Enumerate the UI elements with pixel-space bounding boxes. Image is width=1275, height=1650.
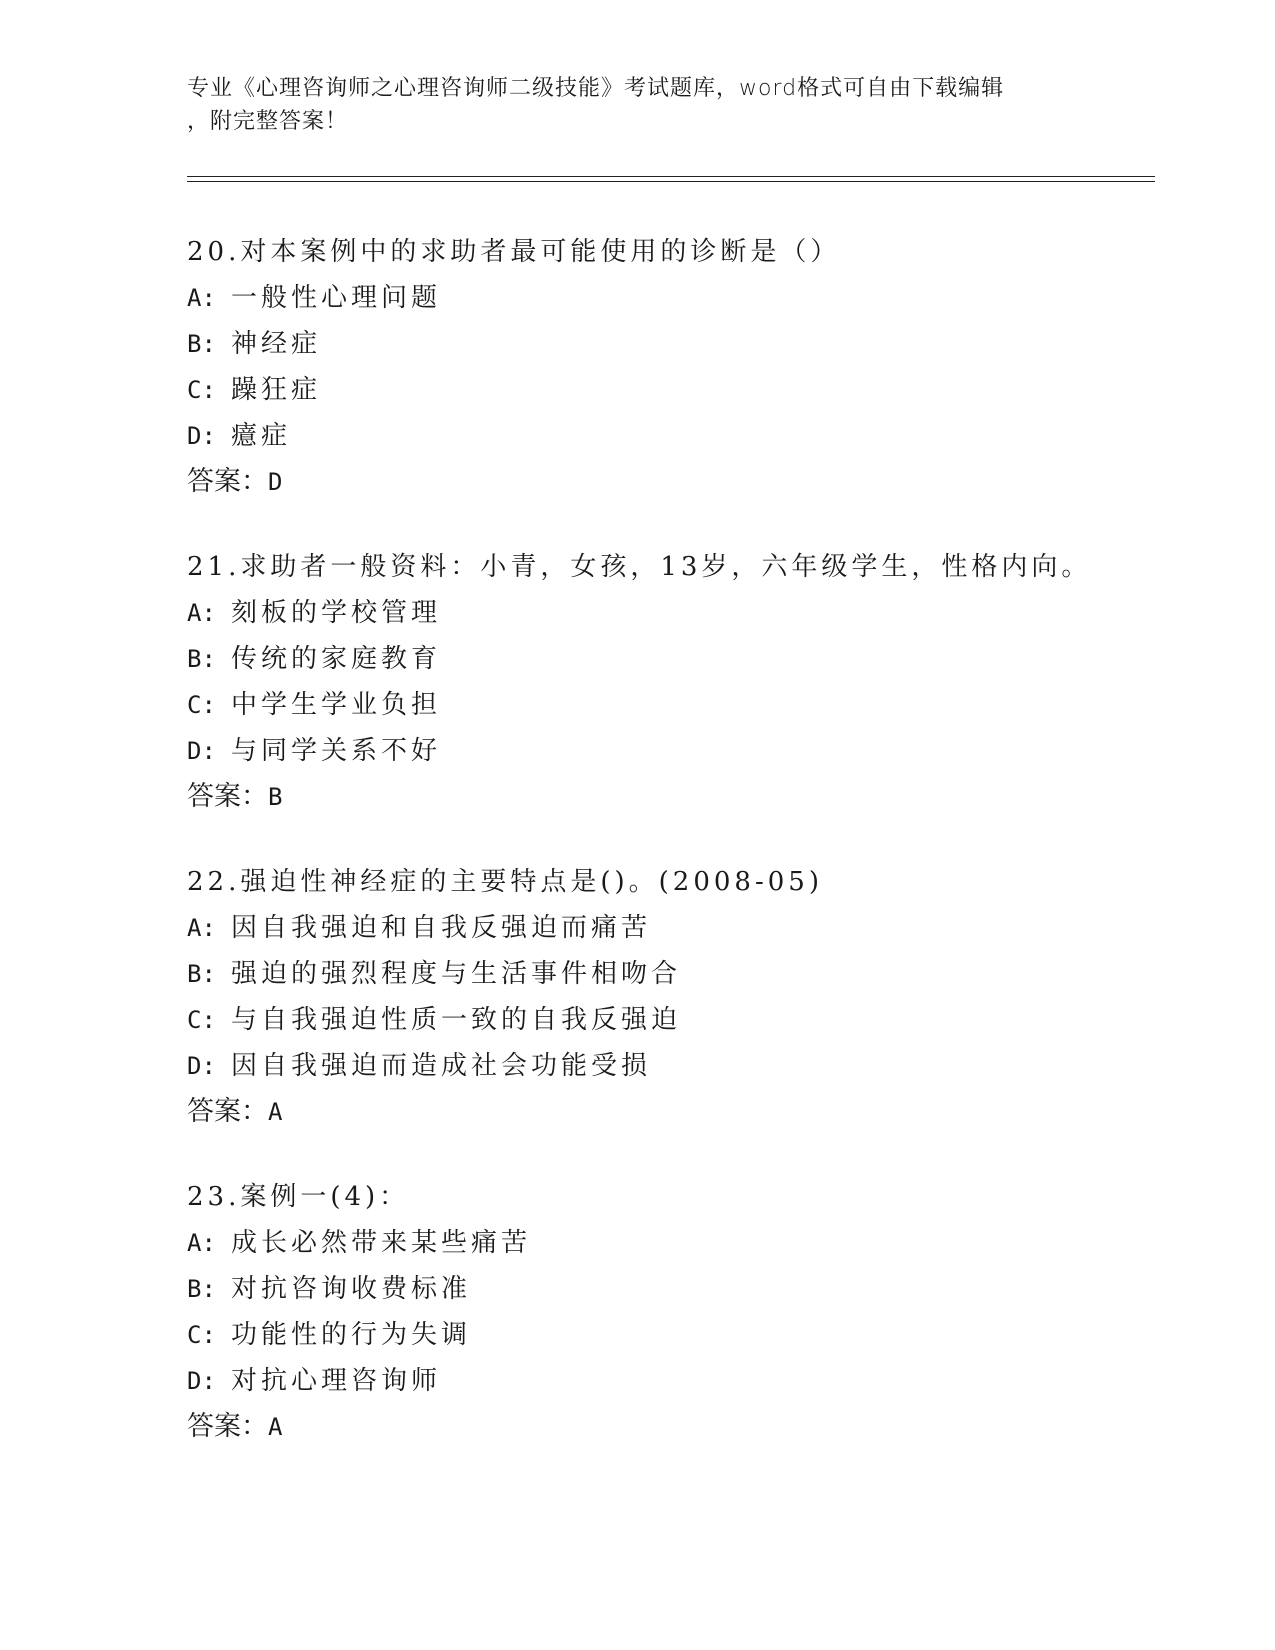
answer-label: 答案： [187, 466, 268, 497]
option-key: B: [187, 1275, 216, 1303]
option-text: 与自我强迫性质一致的自我反强迫 [231, 1005, 682, 1035]
option-text: 强迫的强烈程度与生活事件相吻合 [231, 959, 682, 989]
option-text: 癔症 [231, 421, 292, 451]
option-text: 因自我强迫而造成社会功能受损 [231, 1051, 652, 1081]
answer-value: B [268, 783, 283, 811]
option-text: 成长必然带来某些痛苦 [231, 1228, 532, 1258]
option-text: 与同学关系不好 [231, 736, 442, 766]
option-key: A: [187, 599, 216, 627]
option-text: 躁狂症 [231, 375, 322, 405]
document-header [187, 72, 1067, 138]
option-d [187, 413, 1147, 459]
option-key: C: [187, 1006, 216, 1034]
option-text: 神经症 [231, 329, 322, 359]
header-line-2: ，附完整答案！ [187, 109, 349, 134]
answer-line [187, 1404, 1147, 1450]
option-text: 中学生学业负担 [231, 690, 442, 720]
header-divider-top [187, 176, 1155, 177]
option-c [187, 367, 1147, 413]
option-text: 对抗心理咨询师 [231, 1366, 442, 1396]
option-d [187, 1043, 1147, 1089]
header-divider-bottom [187, 181, 1155, 182]
option-b [187, 321, 1147, 367]
option-a [187, 905, 1147, 951]
question-23 [187, 1174, 1147, 1450]
option-b [187, 951, 1147, 997]
answer-line [187, 1089, 1147, 1135]
option-text: 刻板的学校管理 [231, 598, 442, 628]
answer-line [187, 774, 1147, 820]
option-key: A: [187, 284, 216, 312]
option-text: 一般性心理问题 [231, 283, 442, 313]
option-text: 传统的家庭教育 [231, 644, 442, 674]
question-stem: 21.求助者一般资料：小青，女孩，13岁，六年级学生，性格内向。 [187, 552, 1092, 582]
question-21 [187, 544, 1147, 820]
option-key: D: [187, 1052, 216, 1080]
question-stem: 23.案例一(4)： [187, 1182, 410, 1212]
answer-label: 答案： [187, 1096, 268, 1127]
option-c [187, 1312, 1147, 1358]
option-d [187, 728, 1147, 774]
answer-value: D [268, 468, 283, 496]
option-text: 因自我强迫和自我反强迫而痛苦 [231, 913, 652, 943]
option-text: 对抗咨询收费标准 [231, 1274, 472, 1304]
option-key: B: [187, 330, 216, 358]
option-key: A: [187, 1229, 216, 1257]
option-key: C: [187, 1321, 216, 1349]
option-key: D: [187, 737, 216, 765]
option-key: B: [187, 645, 216, 673]
header-line-1: 专业《心理咨询师之心理咨询师二级技能》考试题库，word格式可自由下载编辑 [187, 76, 1005, 101]
option-key: D: [187, 1367, 216, 1395]
option-c [187, 997, 1147, 1043]
option-b [187, 636, 1147, 682]
option-d [187, 1358, 1147, 1404]
answer-value: A [268, 1413, 283, 1441]
question-stem: 20.对本案例中的求助者最可能使用的诊断是（） [187, 237, 841, 267]
option-a [187, 590, 1147, 636]
question-20 [187, 229, 1147, 505]
question-22 [187, 859, 1147, 1135]
option-key: B: [187, 960, 216, 988]
option-key: A: [187, 914, 216, 942]
option-key: C: [187, 691, 216, 719]
answer-value: A [268, 1098, 283, 1126]
option-c [187, 682, 1147, 728]
option-text: 功能性的行为失调 [231, 1320, 472, 1350]
option-key: C: [187, 376, 216, 404]
answer-label: 答案： [187, 781, 268, 812]
answer-label: 答案： [187, 1411, 268, 1442]
question-stem: 22.强迫性神经症的主要特点是()。(2008-05) [187, 867, 823, 897]
option-b [187, 1266, 1147, 1312]
option-a [187, 1220, 1147, 1266]
option-key: D: [187, 422, 216, 450]
option-a [187, 275, 1147, 321]
answer-line [187, 459, 1147, 505]
